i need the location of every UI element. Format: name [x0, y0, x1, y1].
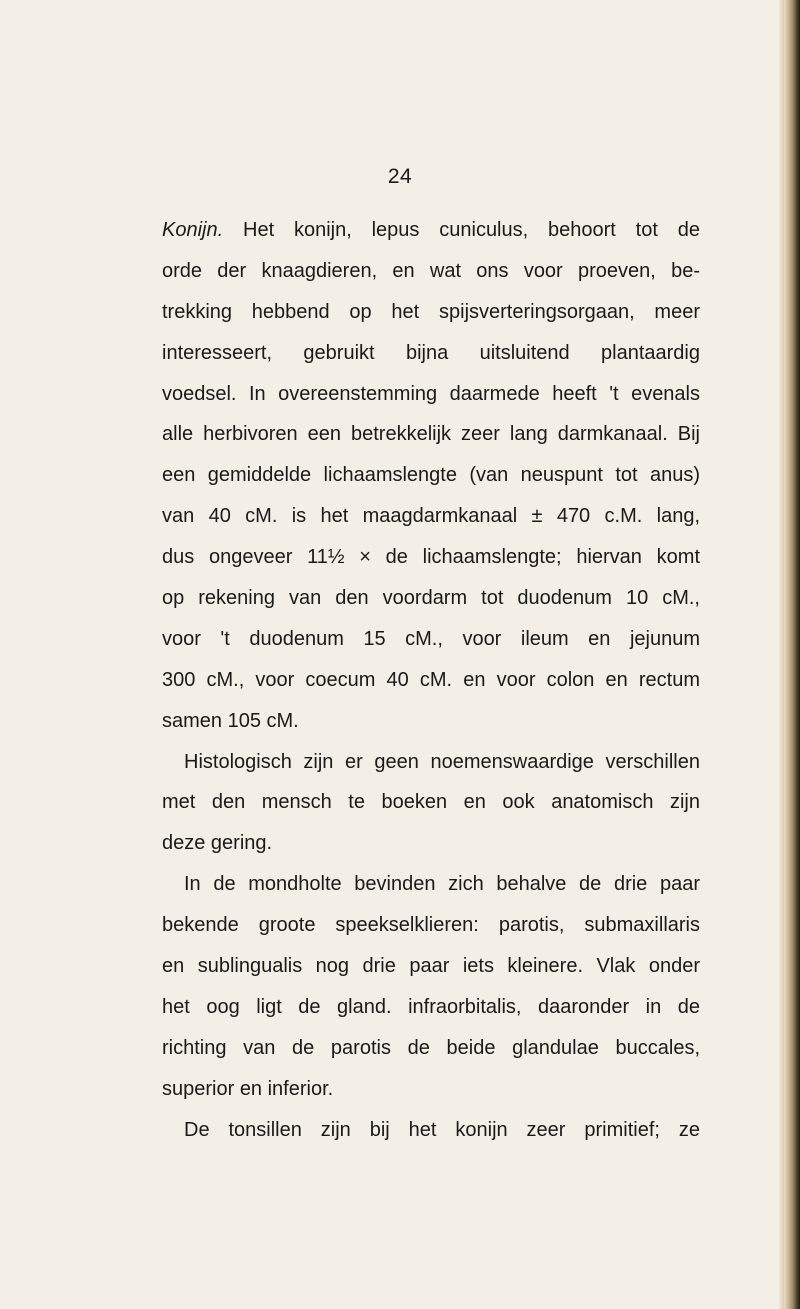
page-number: 24 [387, 165, 413, 188]
text-line: deze gering. [162, 832, 273, 855]
text-line: het oog ligt de gland. infraorbitalis, daaronder in de [162, 995, 700, 1018]
body-text [162, 210, 700, 1150]
text-line: De tonsillen zijn bij het konijn zeer primitief; ze [184, 1118, 700, 1141]
text-line: Konijn. Het konijn, lepus cuniculus, behoort tot de [162, 219, 700, 241]
text-line: richting van de parotis de beide glandulae buccales, [162, 1036, 700, 1059]
text-line: orde der knaagdieren, en wat ons voor proeven, be- [162, 259, 700, 282]
text-line: Histologisch zijn er geen noemenswaardige verschillen [184, 750, 700, 773]
text-line: voedsel. In overeenstemming daarmede heeft 't evenals [162, 382, 700, 405]
text-line: bekende groote speekselklieren: parotis, submaxillaris [162, 914, 700, 937]
text-line: samen 105 cM. [162, 709, 299, 732]
text-line: trekking hebbend op het spijsverteringsorgaan, meer [162, 300, 700, 323]
text-line: voor 't duodenum 15 cM., voor ileum en jejunum [162, 627, 700, 650]
text-line: van 40 cM. is het maagdarmkanaal ± 470 c.M. lang, [162, 505, 700, 528]
text-line: dus ongeveer 11½ × de lichaamslengte; hiervan komt [162, 546, 700, 569]
section-lead: Konijn. [162, 219, 224, 241]
text-line: 300 cM., voor coecum 40 cM. en voor colon en rectum [162, 668, 700, 691]
text-line: een gemiddelde lichaamslengte (van neuspunt tot anus) [162, 464, 700, 487]
text-line: alle herbivoren een betrekkelijk zeer lang darmkanaal. Bij [162, 423, 700, 446]
text-line: superior en inferior. [162, 1077, 334, 1100]
text-line: interesseert, gebruikt bijna uitsluitend plantaardig [162, 341, 700, 364]
book-edge [784, 0, 800, 1309]
text-line: op rekening van den voordarm tot duodenum 10 cM., [162, 587, 700, 610]
text-line: In de mondholte bevinden zich behalve de drie paar [184, 873, 700, 896]
text-line: en sublingualis nog drie paar iets kleinere. Vlak onder [162, 955, 700, 978]
text-line: met den mensch te boeken en ook anatomisch zijn [162, 791, 700, 814]
